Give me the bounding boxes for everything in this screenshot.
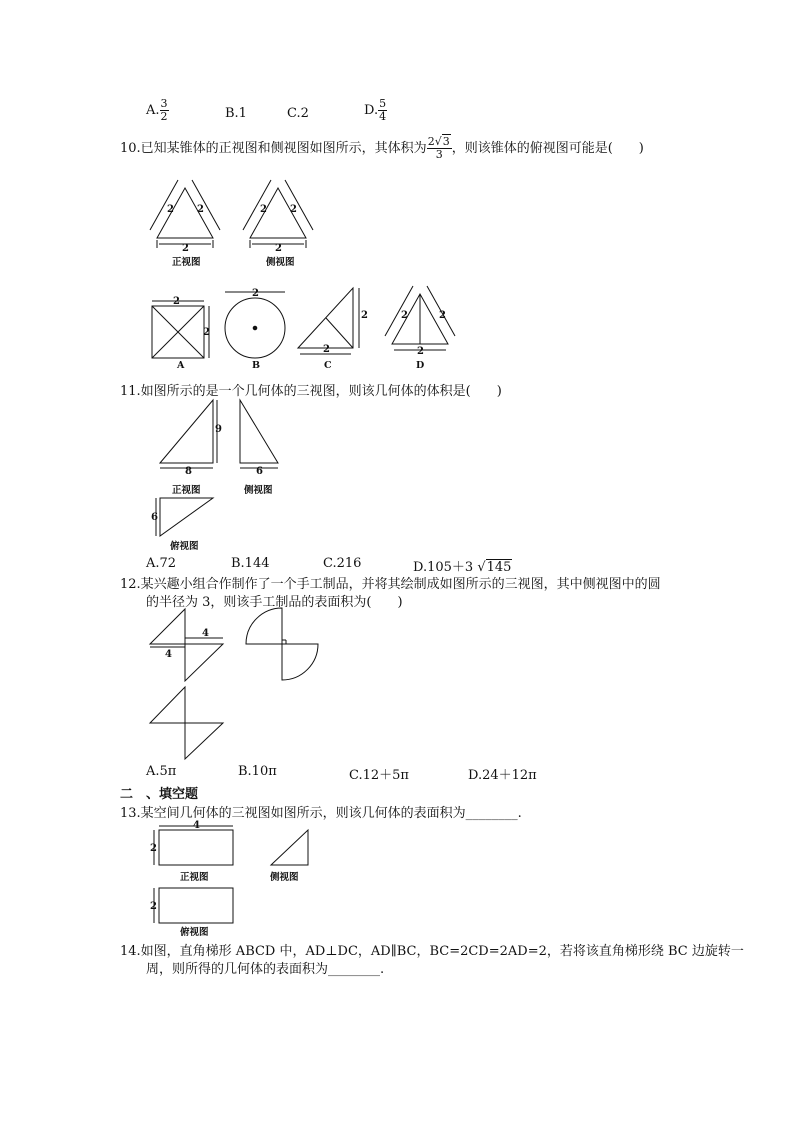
section-heading: 二 、填空题 <box>120 787 199 802</box>
q12-option-d: D.24＋12π <box>468 768 537 783</box>
q14-stem-line2: 周，则所得的几何体的表面积为________. <box>146 962 385 977</box>
q10-label-side: 侧视图 <box>266 257 295 268</box>
q10-option-c: C <box>324 360 332 371</box>
svg-text:2: 2 <box>361 310 368 321</box>
q12-option-b: B.10π <box>238 764 277 779</box>
q10-option-figures <box>145 286 455 366</box>
svg-text:4: 4 <box>165 649 172 660</box>
q13-label-side: 侧视图 <box>270 872 299 883</box>
q10-side-dim-left: 2 <box>260 204 267 215</box>
q10-stem: 10.已知某锥体的正视图和侧视图如图所示，其体积为 $\frac{2√3}{3}$ ，则该锥体的俯视图可能是( ) <box>120 135 644 161</box>
q9-option-a: A. $\frac{3}{2}$ <box>146 97 168 123</box>
q10-front-dim-right: 2 <box>197 204 204 215</box>
svg-text:4: 4 <box>193 820 200 831</box>
svg-text:2: 2 <box>323 344 330 355</box>
q10-option-c-figure <box>298 288 368 355</box>
q12-stem-line2: 的半径为 3，则该手工制品的表面积为( ) <box>146 595 403 610</box>
svg-text:2: 2 <box>401 310 408 321</box>
q10-option-d-figure <box>385 286 455 357</box>
svg-text:2: 2 <box>150 901 157 912</box>
q11-option-d: D.105＋3 √145 <box>413 560 512 575</box>
svg-text:2: 2 <box>150 843 157 854</box>
q12-option-a: A.5π <box>146 764 177 779</box>
q9-option-b: B.1 <box>225 106 247 121</box>
q13-top-view <box>150 888 233 923</box>
q13-front-view <box>150 820 233 865</box>
q11-label-top: 俯视图 <box>170 541 199 552</box>
q11-side-view <box>240 400 278 477</box>
q9-option-c: C.2 <box>287 106 309 121</box>
svg-text:2: 2 <box>173 296 180 307</box>
q12-front-view <box>150 609 223 681</box>
q10-option-b-figure <box>225 288 285 358</box>
q10-side-dim-right: 2 <box>290 204 297 215</box>
q11-three-views <box>151 398 295 543</box>
q11-option-b: B.144 <box>231 556 270 571</box>
q14-stem-line1: 14.如图，直角梯形 ABCD 中，AD⊥DC，AD∥BC，BC=2CD=2AD=2，若将该直角梯形绕 BC 边旋转一 <box>120 944 744 959</box>
q13-stem: 13.某空间几何体的三视图如图所示，则该几何体的表面积为________. <box>120 806 522 821</box>
q10-front-dim-left: 2 <box>167 204 174 215</box>
q12-three-views <box>145 605 345 765</box>
svg-text:2: 2 <box>203 327 210 338</box>
q10-front-dim-bottom: 2 <box>182 243 189 254</box>
svg-text:2: 2 <box>252 288 259 299</box>
svg-text:4: 4 <box>202 628 209 639</box>
q10-side-view <box>243 180 313 254</box>
q10-option-a-figure <box>152 296 210 358</box>
q11-front-view <box>160 400 222 477</box>
q12-option-c: C.12＋5π <box>349 768 409 783</box>
q11-option-a: A.72 <box>146 556 177 571</box>
q10-option-d: D <box>416 360 425 371</box>
q12-side-view <box>246 608 318 680</box>
svg-text:8: 8 <box>185 466 192 477</box>
svg-text:6: 6 <box>151 512 158 523</box>
q10-label-front: 正视图 <box>172 257 201 268</box>
svg-text:2: 2 <box>417 346 424 357</box>
q11-label-side: 侧视图 <box>244 485 273 496</box>
q13-label-top: 俯视图 <box>180 927 209 938</box>
svg-text:9: 9 <box>215 424 222 435</box>
svg-text:6: 6 <box>256 466 263 477</box>
q11-label-front: 正视图 <box>172 485 201 496</box>
q9-option-d: D. $\frac{5}{4}$ <box>364 97 387 123</box>
q10-option-a: A <box>177 360 185 371</box>
q11-top-view <box>151 498 213 536</box>
q11-stem: 11.如图所示的是一个几何体的三视图，则该几何体的体积是( ) <box>120 384 502 399</box>
q11-option-c: C.216 <box>323 556 362 571</box>
q13-label-front: 正视图 <box>180 872 209 883</box>
q13-side-view <box>271 830 308 865</box>
q12-top-view <box>150 687 223 759</box>
q12-stem-line1: 12.某兴趣小组合作制作了一个手工制品，并将其绘制成如图所示的三视图，其中侧视图中的圆 <box>120 577 661 592</box>
q10-side-dim-bottom: 2 <box>275 243 282 254</box>
q10-front-view <box>150 180 220 254</box>
q10-option-b: B <box>252 360 261 371</box>
svg-text:2: 2 <box>439 310 446 321</box>
